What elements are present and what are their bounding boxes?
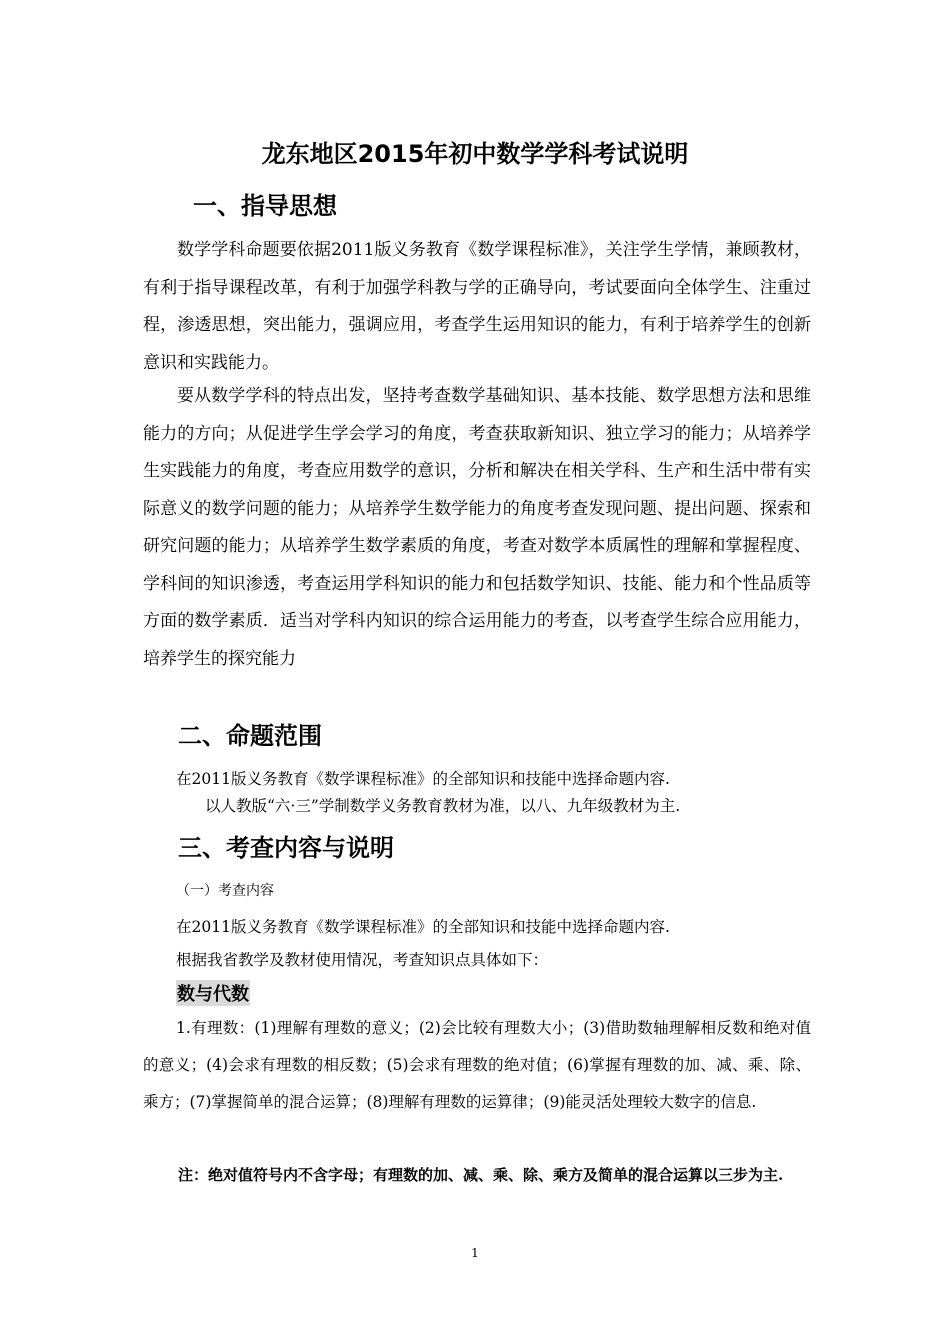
content-line-1: 在2011版义务教育《数学课程标准》的全部知识和技能中选择命题内容.	[176, 918, 670, 936]
item-rational-numbers: 1.有理数：(1)理解有理数的意义；(2)会比较有理数大小；(3)借助数轴理解相反数和绝对值的意义；(4)会求有理数的相反数；(5)会求有理数的绝对值；(6)掌握有理数的加、减、乘、除、乘方；(7)掌握简单的混合运算；(8)理解有理数的运算律；(9)能灵活处理较大数字的信息.	[143, 1019, 811, 1111]
content-subheading: （一）考查内容	[176, 883, 274, 899]
paragraph-guiding-2: 要从数学学科的特点出发，坚持考查数学基础知识、基本技能、数学思想方法和思维能力的方向；从促进学生学会学习的角度，考查获取新知识、独立学习的能力；从培养学生实践能力的角度，考查应用数学的意识，分析和解决在相关学科、生产和生活中带有实际意义的数学问题的能力；从培养学生数学能力的角度考查发现问题、提出问题、探索和研究问题的能力；从培养学生数学素质的角度，考查对数学本质属性的理解和掌握程度、学科间的知识渗透，考查运用学科知识的能力和包括数学知识、技能、能力和个性品质等方面的数学素质．适当对学科内知识的综合运用能力的考查，以考查学生综合应用能力，培养学生的探究能力	[143, 386, 811, 669]
document-title: 龙东地区2015年初中数学学科考试说明	[261, 140, 689, 168]
section-heading-scope: 二、命题范围	[178, 722, 322, 750]
scope-line-1: 在2011版义务教育《数学课程标准》的全部知识和技能中选择命题内容.	[176, 770, 670, 788]
topic-heading-number-algebra: 数与代数	[176, 980, 250, 1006]
content-line-2: 根据我省教学及教材使用情况，考查知识点具体如下：	[176, 951, 549, 969]
scope-line-2: 以人教版“六·三”学制数学义务教育教材为准，以八、九年级教材为主.	[205, 797, 681, 815]
note-text: 注：绝对值符号内不含字母；有理数的加、减、乘、除、乘方及简单的混合运算以三步为主.	[178, 1166, 784, 1184]
paragraph-guiding-1: 数学学科命题要依据2011版义务教育《数学课程标准》，关注学生学情，兼顾教材，有利于指导课程改革，有利于加强学科教与学的正确导向，考试要面向全体学生、注重过程，渗透思想，突出能力，强调应用，考查学生运用知识的能力，有利于培养学生的创新意识和实践能力。	[143, 240, 811, 373]
section-heading-guiding-ideology: 一、指导思想	[193, 192, 337, 220]
page-number: 1	[471, 1246, 479, 1260]
section-heading-content: 三、考查内容与说明	[178, 834, 394, 862]
